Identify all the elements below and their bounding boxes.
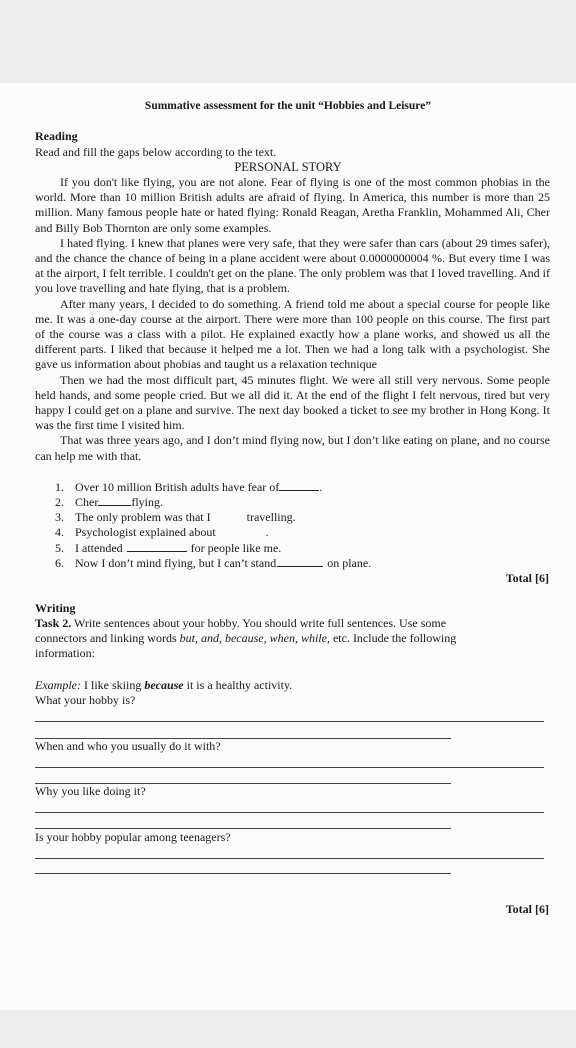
answer-blank[interactable]	[98, 494, 131, 506]
answer-blank[interactable]	[127, 540, 187, 552]
task-line-1: Task 2. Write sentences about your hobby. You should write full sentences. Use some	[35, 616, 447, 630]
story-paragraph: Then we had the most difficult part, 45 minutes flight. We were all still very nervous. Some people held hands, and some people cried. But we all did it. At the end of the flight I felt nervous, tired but very happy I could get on a plane and survive. The next day booked a ticket to see my brother in Hong Kong. It was the first time I visited him.	[35, 372, 550, 433]
question-1: 1. Over 10 million British adults have fear of .	[55, 480, 323, 494]
worksheet-page	[0, 83, 576, 1010]
question-5: 5. I attended for people like me.	[55, 541, 282, 555]
answer-line[interactable]	[35, 873, 451, 874]
example-sentence: Example: I like skiing because it is a healthy activity.	[35, 678, 293, 692]
task-line-3: information:	[35, 646, 95, 660]
story-paragraph: I hated flying. I knew that planes were very safe, that they were safer than cars (about 29 times safer), and the chance the chance of being in a plane accident were about 0.0000000004 %. But every time I was at the airport, I felt terrible. I couldn't get on the plane. The only problem was that I loved travelling. And if you love travelling and hate flying, that is a problem.	[35, 235, 550, 296]
answer-blank[interactable]	[279, 479, 319, 491]
answer-line[interactable]	[35, 767, 544, 768]
answer-line[interactable]	[35, 828, 451, 829]
story-paragraph: If you don't like flying, you are not alone. Fear of flying is one of the most common phobias in the world. More than 10 million British adults are afraid of flying. In America, this number is more than 25 million. Many famous people hate or hated flying: Ronald Reagan, Aretha Franklin, Mohammed Ali, Cher and Billy Bob Thornton are only some examples.	[35, 175, 550, 235]
answer-line[interactable]	[35, 721, 544, 722]
page-title: Summative assessment for the unit “Hobbies and Leisure”	[144, 100, 432, 112]
story-paragraph: That was three years ago, and I don’t mind flying now, but I don’t like eating on plane, and no course can help me with that.	[35, 433, 550, 463]
prompt-hobby: What your hobby is?	[35, 693, 136, 707]
reading-heading: Reading	[35, 129, 78, 143]
question-3: 3. The only problem was that I travelling.	[55, 510, 296, 524]
answer-line[interactable]	[35, 812, 544, 813]
answer-blank[interactable]	[277, 555, 323, 567]
prompt-when-who: When and who you usually do it with?	[35, 739, 221, 753]
story-text	[35, 175, 550, 464]
writing-total: Total [6]	[505, 902, 549, 916]
prompt-popular: Is your hobby popular among teenagers?	[35, 830, 231, 844]
reading-instruction: Read and fill the gaps below according to the text.	[35, 145, 277, 159]
question-2: 2. Cher flying.	[55, 495, 163, 509]
question-6: 6. Now I don’t mind flying, but I can’t stand on plane.	[55, 556, 372, 570]
writing-heading: Writing	[35, 601, 76, 615]
question-4: 4. Psychologist explained about .	[55, 525, 269, 539]
reading-total: Total [6]	[505, 571, 549, 585]
task-line-2: connectors and linking words but, and, because, when, while, etc. Include the following	[35, 631, 457, 645]
prompt-why: Why you like doing it?	[35, 784, 146, 798]
story-title: PERSONAL STORY	[234, 160, 342, 174]
answer-line[interactable]	[35, 858, 544, 859]
story-paragraph: After many years, I decided to do something. A friend told me about a special course for people like me. It was a one-day course at the airport. There were more than 100 people on this course. The first part of the course was a class with a pilot. He explained exactly how a plane works, and showed us all the different parts. I liked that because it helped me a lot. Then we had a long talk with a psychologist. She gave us information about phobias and taught us a relaxation technique	[35, 296, 550, 372]
